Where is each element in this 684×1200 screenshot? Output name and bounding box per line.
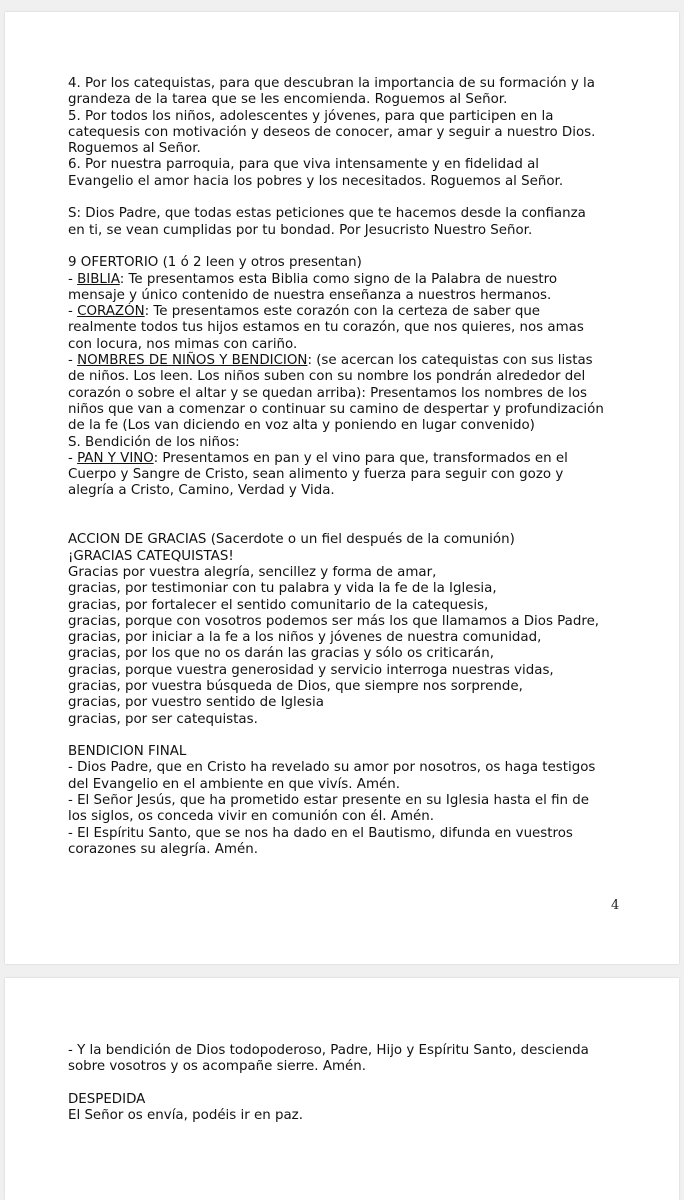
text-line: del Evangelio en el ambiente en que vivís. Amén. <box>68 776 400 792</box>
text-line: catequesis con motivación y deseos de conocer, amar y seguir a nuestro Dios. <box>68 124 596 140</box>
pan-vino-text: : Presentamos en pan y el vino para que, transformados en el <box>153 450 568 466</box>
offertory-nombres <box>68 353 628 451</box>
text-line: S: Dios Padre, que todas estas peticiones que te hacemos desde la confianza <box>68 206 586 222</box>
list-dash: - <box>68 304 78 320</box>
petition-5 <box>68 109 628 158</box>
offertory-section <box>68 255 628 499</box>
text-line: S. Bendición de los niños: <box>68 434 240 450</box>
text-line: corazón o sobre el altar y se quedan arriba): Presentamos los nombres de los <box>68 385 587 401</box>
text-line: - El Espíritu Santo, que se nos ha dado en el Bautismo, difunda en vuestros <box>68 825 573 841</box>
text-line: de la fe (Los van diciendo en voz alta y poniendo en lugar convenido) <box>68 418 535 434</box>
text-line: gracias, por testimoniar con tu palabra y vida la fe de la Iglesia, <box>68 581 497 597</box>
text-line: grandeza de la tarea que se les encomienda. Roguemos al Señor. <box>68 92 508 108</box>
document-page-4 <box>5 12 679 964</box>
offertory-heading: 9 OFERTORIO (1 ó 2 leen y otros presentan) <box>68 255 362 271</box>
final-blessing-continued <box>68 1043 628 1076</box>
text-line: - Y la bendición de Dios todopoderoso, Padre, Hijo y Espíritu Santo, descienda <box>68 1043 589 1058</box>
list-dash: - <box>68 450 78 466</box>
document-page-5 <box>5 978 679 1200</box>
text-line: Evangelio el amor hacia los pobres y los necesitados. Roguemos al Señor. <box>68 173 564 189</box>
closing-prayer <box>68 206 628 239</box>
nombres-text: : (se acercan los catequistas con sus listas <box>307 353 593 369</box>
petition-4 <box>68 76 628 109</box>
page-5-text <box>68 1043 628 1124</box>
text-line: mensaje y único contenido de nuestra enseñanza a nuestros hermanos. <box>68 287 552 303</box>
text-line: de niños. Los leen. Los niños suben con su nombre los pondrán alrededor del <box>68 369 586 385</box>
text-line: alegría a Cristo, Camino, Verdad y Vida. <box>68 483 335 499</box>
text-line: gracias, por ser catequistas. <box>68 711 258 727</box>
text-line: - El Señor Jesús, que ha prometido estar presente en su Iglesia hasta el fin de <box>68 793 589 809</box>
text-line: realmente todos tus hijos estamos en tu corazón, que nos quieres, nos amas <box>68 320 584 336</box>
text-line: 5. Por todos los niños, adolescentes y jóvenes, para que participen en la <box>68 108 554 124</box>
text-line: gracias, por vuestro sentido de Iglesia <box>68 695 324 711</box>
offertory-biblia <box>68 272 628 305</box>
text-line: Roguemos al Señor. <box>68 141 201 157</box>
petition-6 <box>68 157 628 190</box>
text-line: gracias, por fortalecer el sentido comunitario de la catequesis, <box>68 597 489 613</box>
offertory-corazon <box>68 304 628 353</box>
thanksgiving-heading: ACCION DE GRACIAS (Sacerdote o un fiel después de la comunión) <box>68 532 515 548</box>
thanksgiving-section <box>68 532 628 728</box>
text-line: gracias, por iniciar a la fe a los niños y jóvenes de nuestra comunidad, <box>68 630 542 646</box>
text-line: los siglos, os conceda vivir en comunión con él. Amén. <box>68 809 434 825</box>
text-line: Gracias por vuestra alegría, sencillez y forma de amar, <box>68 564 437 580</box>
text-line: niños que van a comenzar o continuar su camino de despertar y profundización <box>68 401 604 417</box>
dismissal-text: El Señor os envía, podéis ir en paz. <box>68 1108 303 1124</box>
dismissal-section <box>68 1092 628 1125</box>
text-line: gracias, porque con vosotros podemos ser más los que llamamos a Dios Padre, <box>68 613 600 629</box>
text-line: 6. Por nuestra parroquia, para que viva intensamente y en fidelidad al <box>68 157 540 173</box>
biblia-label: BIBLIA <box>77 271 120 287</box>
page-4-text <box>68 76 628 858</box>
text-line: gracias, por los que no os darán las gracias y sólo os criticarán, <box>68 646 495 662</box>
text-line: - Dios Padre, que en Cristo ha revelado su amor por nosotros, os haga testigos <box>68 760 596 776</box>
text-line: 4. Por los catequistas, para que descubran la importancia de su formación y la <box>68 76 595 91</box>
text-line: con locura, nos mimas con cariño. <box>68 336 298 352</box>
text-line: sobre vosotros y os acompañe sierre. Amén. <box>68 1059 366 1075</box>
text-line: en ti, se vean cumplidas por tu bondad. Por Jesucristo Nuestro Señor. <box>68 222 533 238</box>
corazon-label: CORAZÓN <box>77 304 145 320</box>
text-line: corazones su alegría. Amén. <box>68 841 258 857</box>
final-blessing-section <box>68 744 628 858</box>
thanksgiving-subheading: ¡GRACIAS CATEQUISTAS! <box>68 548 234 564</box>
page-number: 4 <box>611 898 620 913</box>
text-line: gracias, porque vuestra generosidad y servicio interroga nuestras vidas, <box>68 662 554 678</box>
nombres-label: NOMBRES DE NIÑOS Y BENDICION <box>77 353 308 369</box>
corazon-text: : Te presentamos este corazón con la certeza de saber que <box>144 304 541 320</box>
text-line: Cuerpo y Sangre de Cristo, sean alimento y fuerza para seguir con gozo y <box>68 467 564 483</box>
final-blessing-heading: BENDICION FINAL <box>68 744 187 760</box>
list-dash: - <box>68 353 78 369</box>
list-dash: - <box>68 271 78 287</box>
pan-vino-label: PAN Y VINO <box>77 450 154 466</box>
dismissal-heading: DESPEDIDA <box>68 1091 146 1107</box>
text-line: gracias, por vuestra búsqueda de Dios, que siempre nos sorprende, <box>68 678 523 694</box>
offertory-pan-vino <box>68 451 628 500</box>
biblia-text: : Te presentamos esta Biblia como signo de la Palabra de nuestro <box>119 271 558 287</box>
